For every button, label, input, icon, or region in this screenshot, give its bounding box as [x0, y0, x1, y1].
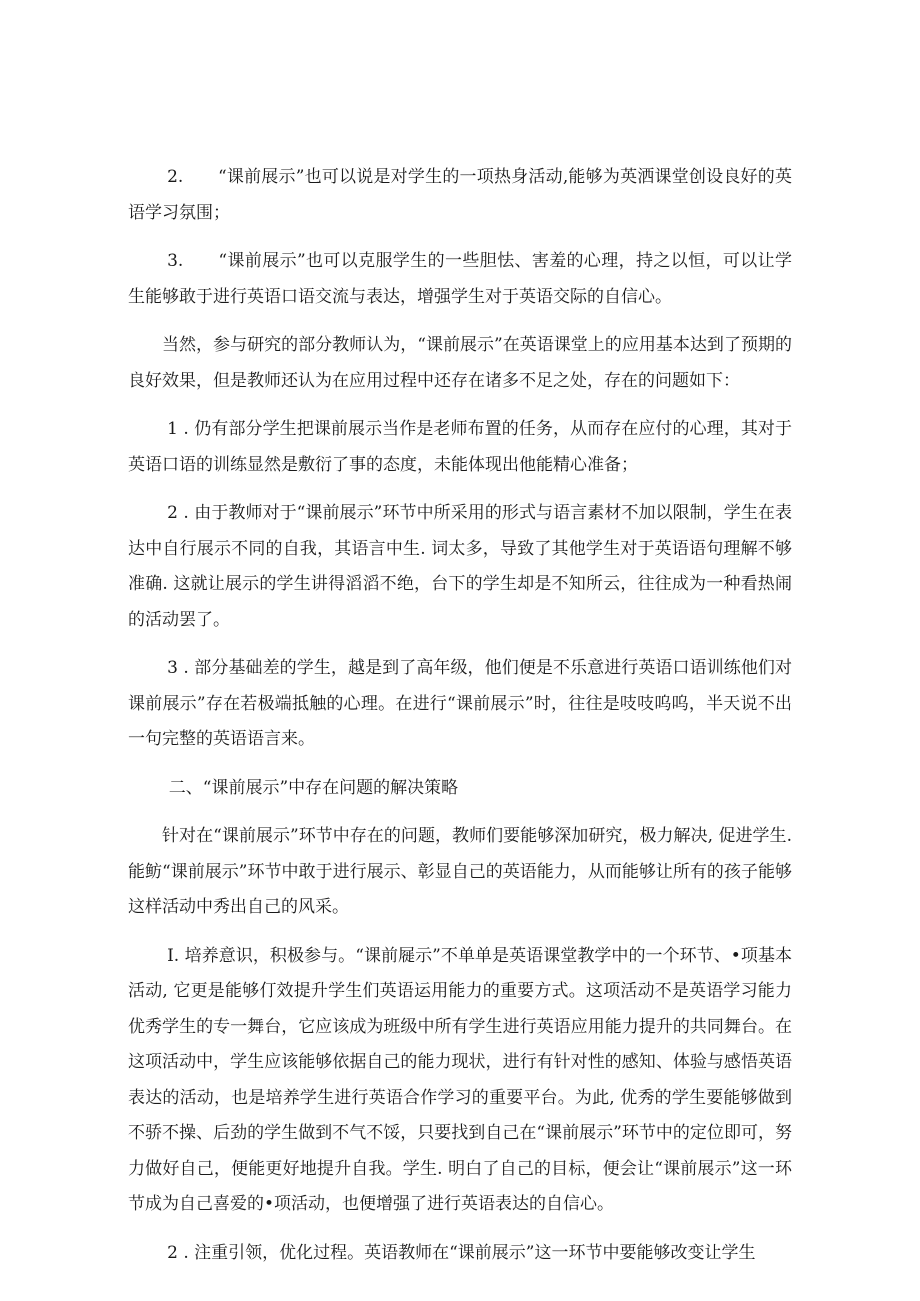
list-item: I. 培养意识，积极参与。“课前屣示”不单单是英语课堂教学中的一个环节、•项基本活动, 它更是能够仃效提升学生们英语运用能力的重要方式。这项活动不是英语学习能力优秀学生的专一舞台，它应该成为班级中所有学生进行英语应用能力提升的共同舞台。在这项活动中，学生应该能够依据自己的能力现状，进行有针对性的感知、体验与感悟英语表达的活动，也是培养学生进行英语合作学习的重要平台。为此, 优秀的学生要能够做到不骄不操、后劲的学生做到不气不馁，只要找到自己在“课前展示”环节中的定位即可，努力做好自己，便能更好地提升自我。学生. 明白了自己的目标，便会让“课前展示”这一环节成为自己喜爱的•项活动，也便增强了进行英语表达的自信心。 — [128, 945, 792, 1214]
document-body — [128, 160, 792, 1284]
body-paragraph: 当然，参与研究的部分教师认为，“课前展示”在英语课堂上的应用基本达到了预期的良好效果，但是教师还认为在应用过程中还存在诸多不足之处，存在的问题如下： — [128, 335, 792, 391]
list-item: 2 . 注重引领，优化过程。英语教师在“课前展示”这一环节中要能够改变让学生 — [167, 1242, 756, 1263]
section-heading: 二、“课前展示”中存在问题的解决策略 — [168, 777, 459, 798]
list-item: 3. “课前展示”也可以克服学生的一些胆怯、害羞的心理，持之以恒，可以让学生能够敢于进行英语口语交流与表达，增强学生对于英语交际的自信心。 — [128, 251, 792, 307]
list-item: 2. “课前展示”也可以说是对学生的一项热身活动,能够为英洒课堂创设良好的英语学习氛围； — [128, 167, 792, 223]
body-paragraph: 针对在“课前展示”环节中存在的问题，教师们要能够深加研究，极力解决, 促进学生. 能鲂“课前展示”环节中敢于进行展示、彰显自己的英语能力，从而能够让所有的孩子能够这样活动中秀出自己的风采。 — [128, 826, 792, 917]
list-item: 2 . 由于教师对于“课前展示”环节中所采用的形式与语言素材不加以限制，学生在表达中自行展示不同的自我，其语言中生. 词太多，导致了其他学生对于英语语句理解不够准确. 这就让展示的学生讲得滔滔不绝，台下的学生却是不知所云，往往成为一种看热闹的活动罢了。 — [128, 503, 792, 630]
list-item: 3 . 部分基础差的学生，越是到了高年级，他们便是不乐意进行英语口语训练他们对课前展示”存在若极端抵触的心理。在进行“课前展示”时，往往是吱吱呜呜，半天说不出一句完整的英语语言来。 — [128, 658, 792, 749]
list-item: 1 . 仍有部分学生把课前展示当作是老师布置的任务，从而存在应付的心理，其对于英语口语的训练显然是敷衍了事的态度，未能体现出他能精心准备； — [128, 419, 792, 475]
